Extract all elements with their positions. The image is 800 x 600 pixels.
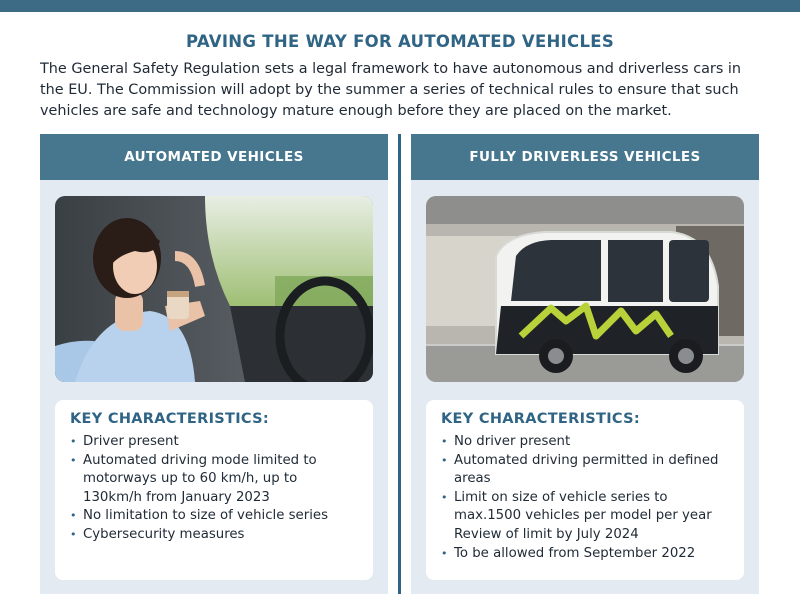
driverless-shuttle-illustration	[426, 196, 744, 382]
automated-vehicles-panel	[40, 134, 388, 594]
card-title: KEY CHARACTERISTICS:	[441, 411, 640, 427]
driverless-characteristics-card	[426, 400, 744, 580]
driverless-shuttle-photo	[426, 196, 744, 382]
intro-paragraph: The General Safety Regulation sets a legal framework to have autonomous and driverless cars in the EU. The Commission will adopt by the summer a series of technical rules to ensure that such vehicles are safe and technology mature enough before they are placed on the market.	[40, 61, 742, 119]
list-item: • Automated driving permitted in defined areas	[441, 452, 729, 489]
automated-characteristics-card	[55, 400, 373, 580]
list-item: • To be allowed from September 2022	[441, 545, 729, 564]
automated-vehicles-header: AUTOMATED VEHICLES	[40, 134, 388, 180]
list-item: • Driver present	[70, 433, 358, 452]
top-bar	[0, 0, 800, 12]
fully-driverless-panel	[411, 134, 759, 594]
woman-driving-illustration	[55, 196, 373, 382]
list-item: • Limit on size of vehicle series to max.1500 vehicles per model per year	[441, 489, 729, 526]
card-title: KEY CHARACTERISTICS:	[70, 411, 269, 427]
characteristics-list	[441, 433, 729, 563]
list-item: • Cybersecurity measures	[70, 526, 358, 545]
column-divider	[398, 134, 401, 594]
list-item: • Automated driving mode limited to motorways up to 60 km/h, up to 130km/h from January 2023	[70, 452, 358, 508]
fully-driverless-header: FULLY DRIVERLESS VEHICLES	[411, 134, 759, 180]
woman-driving-photo	[55, 196, 373, 382]
list-item: • No limitation to size of vehicle series	[70, 507, 358, 526]
list-item: Review of limit by July 2024	[454, 526, 639, 542]
list-item: • No driver present	[441, 433, 729, 452]
characteristics-list	[70, 433, 358, 545]
page-title: PAVING THE WAY FOR AUTOMATED VEHICLES	[185, 32, 615, 51]
